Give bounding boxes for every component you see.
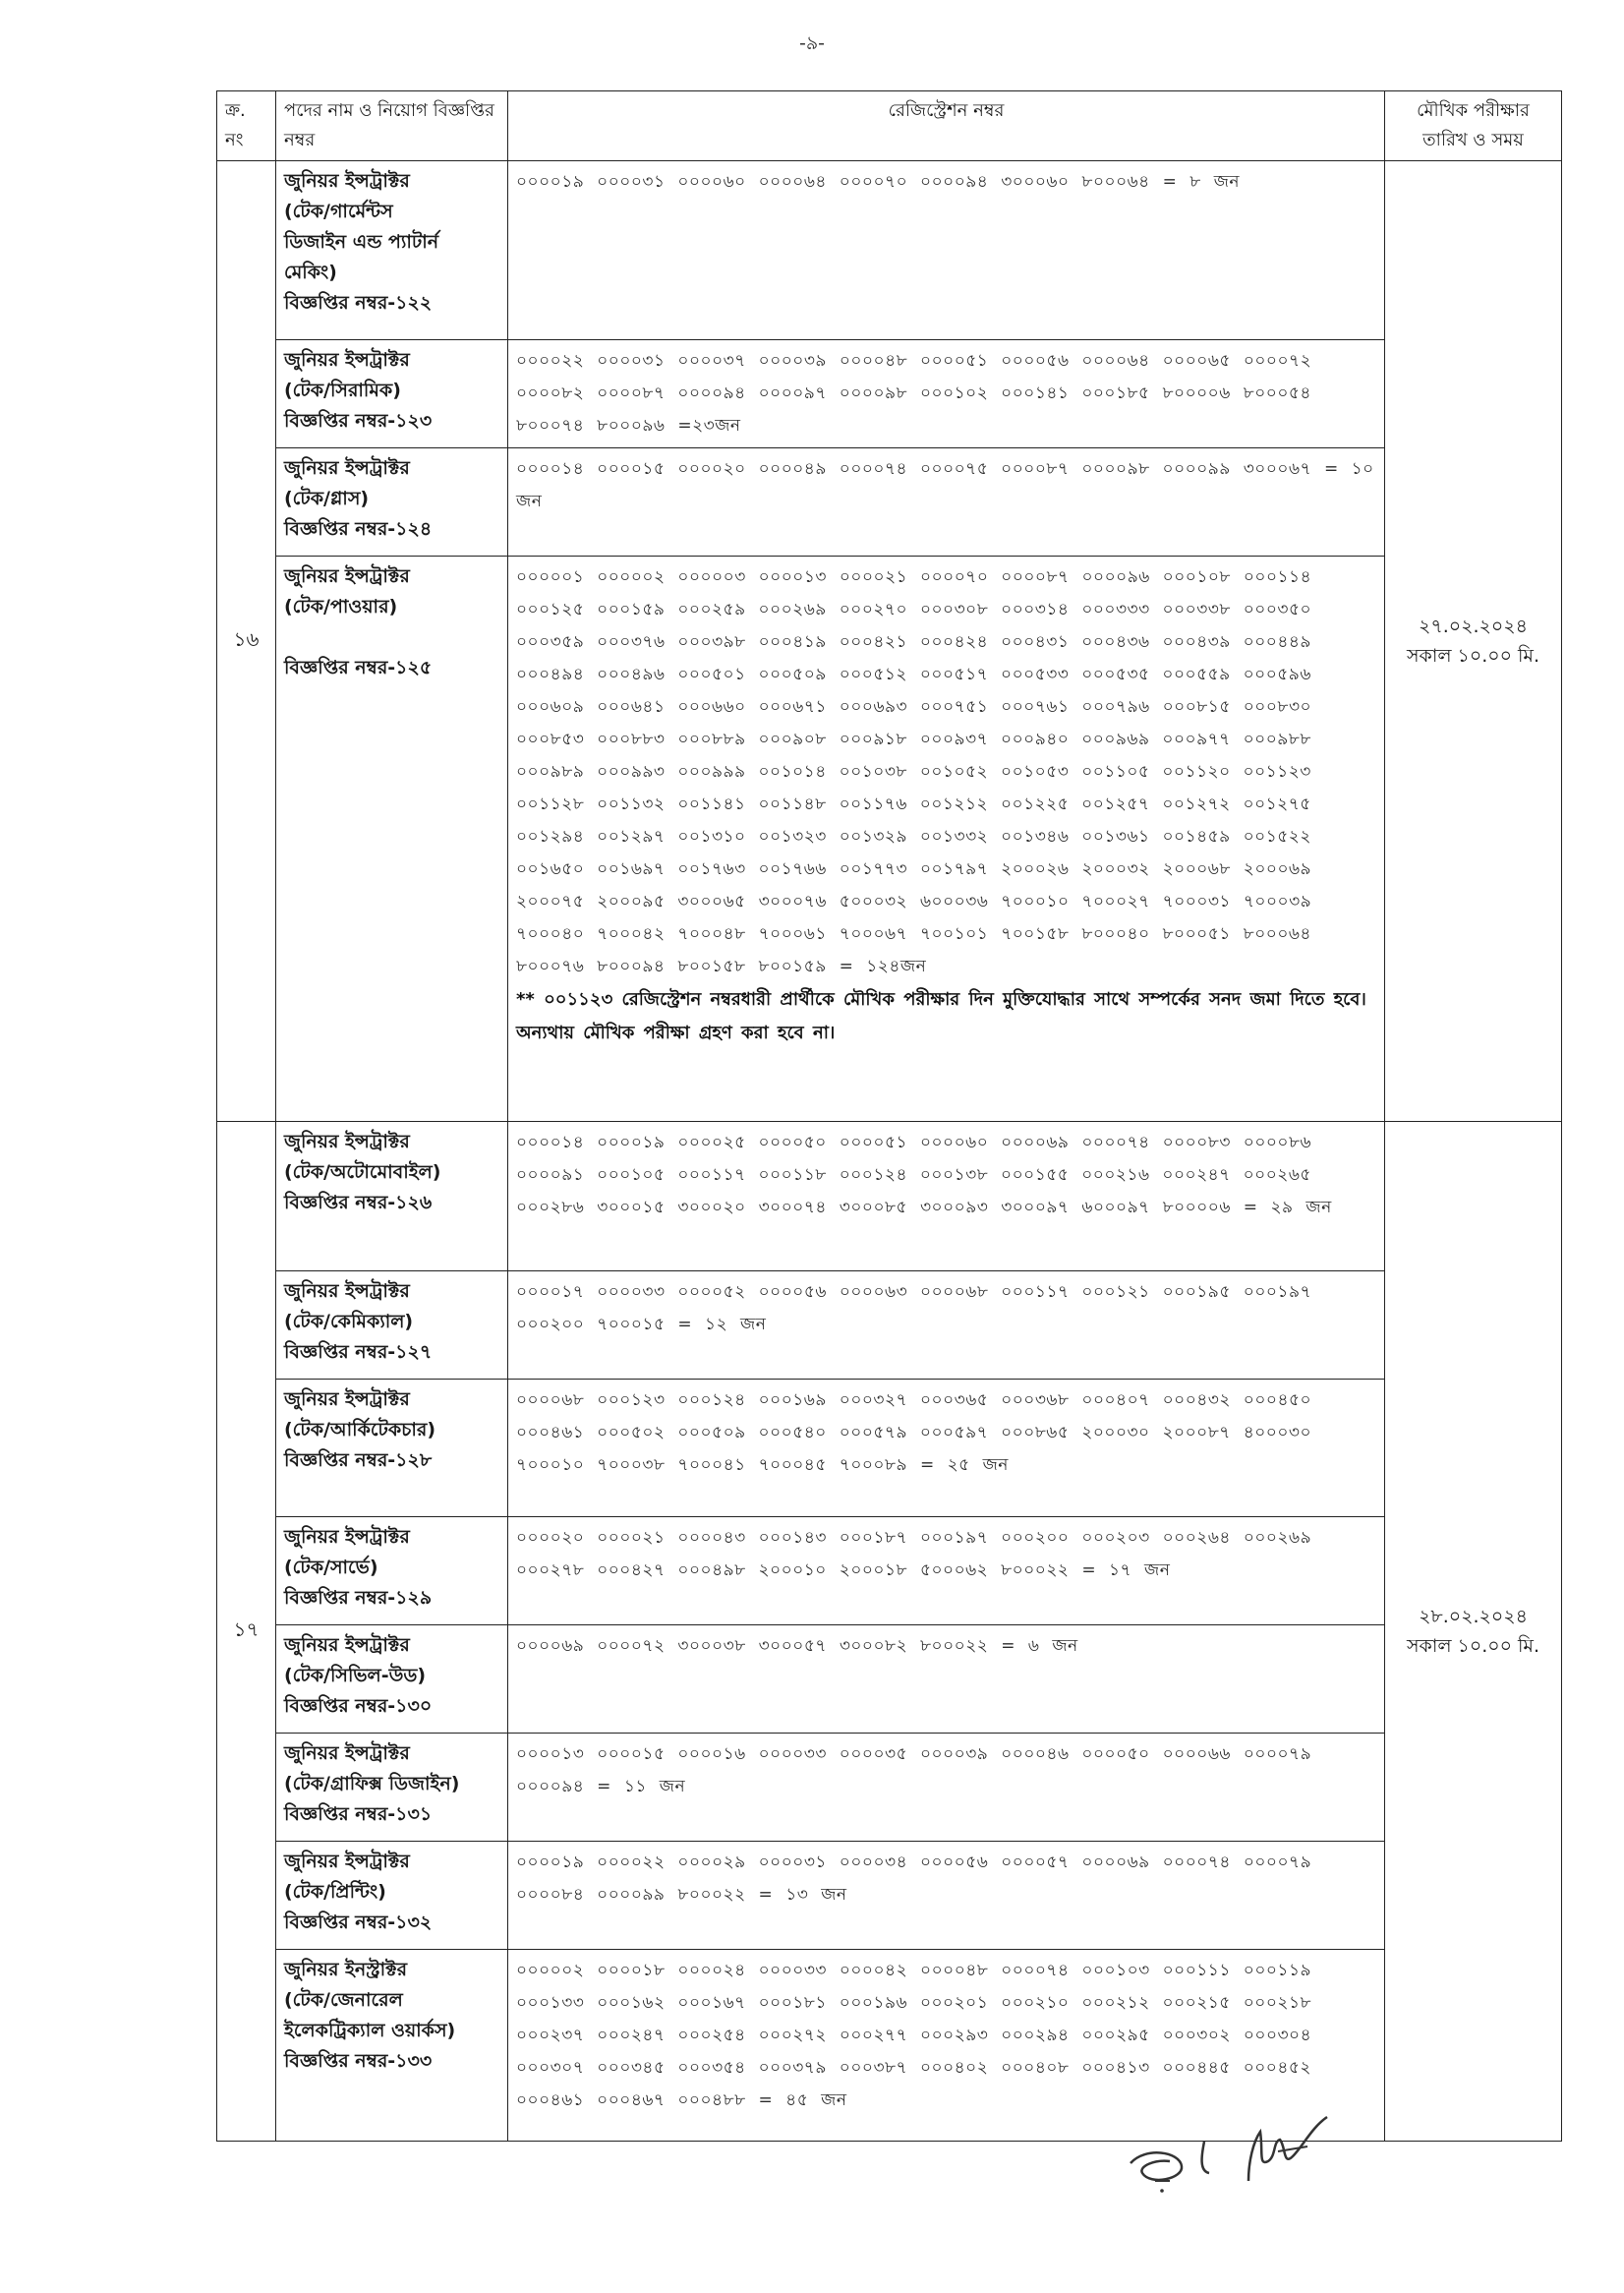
- registration-list: ০০০০১৯ ০০০০৩১ ০০০০৬০ ০০০০৬৪ ০০০০৭০ ০০০০৯৪ ৩০০০৬০ ৮০০০৬৪ = ৮ জন: [516, 172, 1241, 192]
- table-row: [217, 1625, 1562, 1734]
- post-name-line: (টেক/প্রিন্টিং): [284, 1881, 386, 1903]
- registration-numbers-cell: [508, 1842, 1385, 1950]
- post-name-line: (টেক/পাওয়ার): [284, 596, 398, 617]
- post-name-cell: [276, 1734, 508, 1842]
- registration-numbers-cell: [508, 448, 1385, 557]
- post-name-line: (টেক/আর্কিটেকচার): [284, 1419, 436, 1440]
- results-table: [216, 90, 1562, 2142]
- viva-time: সকাল ১০.০০ মি.: [1406, 645, 1540, 667]
- registration-numbers-cell: [508, 1271, 1385, 1380]
- post-name-cell: [276, 557, 508, 1122]
- notice-number: বিজ্ঞপ্তির নম্বর-১৩১: [284, 1803, 433, 1825]
- post-name-cell: [276, 1842, 508, 1950]
- post-name-line: জুনিয়র ইন্সট্রাক্টর: [284, 1388, 410, 1410]
- post-name-line: (টেক/গ্লাস): [284, 488, 370, 509]
- registration-numbers-cell: [508, 161, 1385, 340]
- table-row: [217, 1122, 1562, 1271]
- registration-list: ০০০০৬৯ ০০০০৭২ ৩০০০৩৮ ৩০০০৫৭ ৩০০০৮২ ৮০০০২২ = ৬ জন: [516, 1636, 1078, 1656]
- table-row: [217, 340, 1562, 448]
- notice-number: বিজ্ঞপ্তির নম্বর-১২৭: [284, 1341, 433, 1363]
- table-row: [217, 448, 1562, 557]
- table-row: [217, 557, 1562, 1122]
- post-name-cell: [276, 161, 508, 340]
- serial-number-cell: ১৭: [217, 1122, 276, 2142]
- post-name-line: (টেক/গ্রাফিক্স ডিজাইন): [284, 1773, 460, 1794]
- post-name-cell: [276, 1271, 508, 1380]
- viva-date: ২৮.০২.২০২৪: [1419, 1606, 1528, 1627]
- header-post: পদের নাম ও নিয়োগ বিজ্ঞপ্তির নম্বর: [276, 91, 508, 161]
- post-name-line: (টেক/কেমিক্যাল): [284, 1311, 414, 1332]
- registration-list: ০০০০১৪ ০০০০১৫ ০০০০২০ ০০০০৪৯ ০০০০৭৪ ০০০০৭৫ ০০০০৮৭ ০০০০৯৮ ০০০০৯৯ ৩০০০৬৭ = ১০ জন: [516, 459, 1374, 511]
- viva-date-cell: [1385, 161, 1562, 1122]
- registration-numbers-cell: [508, 1625, 1385, 1734]
- serial-number-cell: ১৬: [217, 161, 276, 1122]
- registration-list: ০০০০০২ ০০০০১৮ ০০০০২৪ ০০০০৩৩ ০০০০৪২ ০০০০৪৮ ০০০০৭৪ ০০০১০৩ ০০০১১১ ০০০১১৯ ০০০১৩৩ ০০০১৬২ ০০০১৬৭ ০০০১৮১ ০০০১৯৬ ০০০২০১ ০০০২১০ ০০০২১২ ০০০২১৫ ০০০২১৮ ০০০২৩৭ ০০০২৪৭ ০০০২৫৪ ০০০২৭২ ০০০২৭৭ ০০০২৯৩ ০০০২৯৪ ০০০২৯৫ ০০০৩০২ ০০০৩০৪ ০০০৩০৭ ০০০৩৪৫ ০০০৩৫৪ ০০০৩৭৯ ০০০৩৮৭ ০০০৪০২ ০০০৪০৮ ০০০৪১৩ ০০০৪৪৫ ০০০৪৫২ ০০০৪৬১ ০০০৪৬৭ ০০০৪৮৮ = ৪৫ জন: [516, 1961, 1312, 2110]
- table-row: [217, 1517, 1562, 1625]
- registration-list: ০০০০২০ ০০০০২১ ০০০০৪৩ ০০০১৪৩ ০০০১৮৭ ০০০১৯৭ ০০০২০০ ০০০২০৩ ০০০২৬৪ ০০০২৬৯ ০০০২৭৮ ০০০৪২৭ ০০০৪৯৮ ২০০০১০ ২০০০১৮ ৫০০০৬২ ৮০০০২২ = ১৭ জন: [516, 1528, 1312, 1580]
- header-viva: মৌখিক পরীক্ষার তারিখ ও সময়: [1385, 91, 1562, 161]
- post-name-line: (টেক/জেনারেল: [284, 1989, 403, 2011]
- post-name-line: (টেক/সিভিল-উড): [284, 1665, 427, 1686]
- table-row: [217, 1271, 1562, 1380]
- post-name-line: জুনিয়র ইন্সট্রাক্টর: [284, 170, 410, 192]
- post-name-line: জুনিয়র ইন্সট্রাক্টর: [284, 1742, 410, 1764]
- registration-numbers-cell: [508, 1122, 1385, 1271]
- post-name-cell: [276, 1380, 508, 1517]
- registration-list: ০০০০৬৮ ০০০১২৩ ০০০১২৪ ০০০১৬৯ ০০০৩২৭ ০০০৩৬৫ ০০০৩৬৮ ০০০৪০৭ ০০০৪৩২ ০০০৪৫০ ০০০৪৬১ ০০০৫০২ ০০০৫০৯ ০০০৫৪০ ০০০৫৭৯ ০০০৫৯৭ ০০০৮৬৫ ২০০০৩০ ২০০০৮৭ ৪০০০৩০ ৭০০০১০ ৭০০০৩৮ ৭০০০৪১ ৭০০০৪৫ ৭০০০৮৯ = ২৫ জন: [516, 1390, 1312, 1475]
- post-name-line: (টেক/গার্মেন্টস: [284, 201, 393, 222]
- registration-numbers-cell: [508, 1517, 1385, 1625]
- post-name-line: জুনিয়র ইন্সট্রাক্টর: [284, 1526, 410, 1548]
- registration-list: ০০০০২২ ০০০০৩১ ০০০০৩৭ ০০০০৩৯ ০০০০৪৮ ০০০০৫১ ০০০০৫৬ ০০০০৬৪ ০০০০৬৫ ০০০০৭২ ০০০০৮২ ০০০০৮৭ ০০০০৯৪ ০০০০৯৭ ০০০০৯৮ ০০০১০২ ০০০১৪১ ০০০১৮৫ ৮০০০০৬ ৮০০০৫৪ ৮০০০৭৪ ৮০০০৯৬ =২৩জন: [516, 351, 1312, 436]
- signature-image: [1111, 2112, 1406, 2201]
- notice-number: বিজ্ঞপ্তির নম্বর-১২৬: [284, 1192, 433, 1213]
- post-name-line: জুনিয়র ইন্সট্রাক্টর: [284, 457, 410, 479]
- table-header-row: [217, 91, 1562, 161]
- notice-number: বিজ্ঞপ্তির নম্বর-১৩৩: [284, 2050, 433, 2072]
- notice-number: বিজ্ঞপ্তির নম্বর-১২৩: [284, 410, 433, 432]
- post-name-line: জুনিয়র ইন্সট্রাক্টর: [284, 1851, 410, 1872]
- table-row: [217, 1842, 1562, 1950]
- registration-list: ০০০০১৩ ০০০০১৫ ০০০০১৬ ০০০০৩৩ ০০০০৩৫ ০০০০৩৯ ০০০০৪৬ ০০০০৫০ ০০০০৬৬ ০০০০৭৯ ০০০০৯৪ = ১১ জন: [516, 1744, 1312, 1796]
- registration-list: ০০০০১৪ ০০০০১৯ ০০০০২৫ ০০০০৫০ ০০০০৫১ ০০০০৬০ ০০০০৬৯ ০০০০৭৪ ০০০০৮৩ ০০০০৮৬ ০০০০৯১ ০০০১০৫ ০০০১১৭ ০০০১১৮ ০০০১২৪ ০০০১৩৮ ০০০১৫৫ ০০০২১৬ ০০০২৪৭ ০০০২৬৫ ০০০২৮৬ ৩০০০১৫ ৩০০০২০ ৩০০০৭৪ ৩০০০৮৫ ৩০০০৯৩ ৩০০০৯৭ ৬০০০৯৭ ৮০০০০৬ = ২৯ জন: [516, 1133, 1332, 1217]
- header-registration: রেজিস্ট্রেশন নম্বর: [508, 91, 1385, 161]
- post-name-cell: [276, 1517, 508, 1625]
- post-name-cell: [276, 340, 508, 448]
- post-name-cell: [276, 448, 508, 557]
- post-name-line: জুনিয়র ইন্সট্রাক্টর: [284, 1131, 410, 1152]
- registration-numbers-cell: [508, 340, 1385, 448]
- notice-number: বিজ্ঞপ্তির নম্বর-১২৫: [284, 657, 433, 678]
- registration-numbers-cell: [508, 1380, 1385, 1517]
- registration-list: ০০০০১৯ ০০০০২২ ০০০০২৯ ০০০০৩১ ০০০০৩৪ ০০০০৫৬ ০০০০৫৭ ০০০০৬৯ ০০০০৭৪ ০০০০৭৯ ০০০০৮৪ ০০০০৯৯ ৮০০০২২ = ১৩ জন: [516, 1852, 1312, 1905]
- post-name-line: ডিজাইন এন্ড প্যাটার্ন: [284, 231, 439, 253]
- notice-number: বিজ্ঞপ্তির নম্বর-১২৪: [284, 518, 433, 540]
- special-note: ** ০০১১২৩ রেজিস্ট্রেশন নম্বরধারী প্রার্থীকে মৌখিক পরীক্ষার দিন মুক্তিযোদ্ধার সাথে সম্পর্কের সনদ জমা দিতে হবে। অন্যথায় মৌখিক পরীক্ষা গ্রহণ করা হবে না।: [516, 989, 1366, 1043]
- viva-date: ২৭.০২.২০২৪: [1419, 616, 1528, 637]
- post-name-line: জুনিয়র ইনস্ট্রাক্টর: [284, 1959, 408, 1980]
- notice-number: বিজ্ঞপ্তির নম্বর-১২৯: [284, 1587, 433, 1609]
- table-body: [217, 161, 1562, 2142]
- post-name-line: মেকিং): [284, 262, 337, 283]
- post-name-line: (টেক/সার্ভে): [284, 1557, 378, 1578]
- table-row: [217, 1380, 1562, 1517]
- post-name-line: জুনিয়র ইন্সট্রাক্টর: [284, 349, 410, 371]
- registration-numbers-cell: [508, 1734, 1385, 1842]
- post-name-line: (টেক/সিরামিক): [284, 380, 401, 401]
- table-row: [217, 161, 1562, 340]
- registration-numbers-cell: [508, 557, 1385, 1122]
- header-serial: ক্র. নং: [217, 91, 276, 161]
- registration-list: ০০০০১৭ ০০০০৩৩ ০০০০৫২ ০০০০৫৬ ০০০০৬৩ ০০০০৬৮ ০০০১১৭ ০০০১২১ ০০০১৯৫ ০০০১৯৭ ০০০২০০ ৭০০০১৫ = ১২ জন: [516, 1282, 1312, 1334]
- table-row: [217, 1734, 1562, 1842]
- post-name-cell: [276, 1950, 508, 2142]
- page-number: -৯-: [798, 32, 826, 54]
- post-name-line: ইলেকট্রিক্যাল ওয়ার্কস): [284, 2020, 456, 2041]
- post-name-line: জুনিয়র ইন্সট্রাক্টর: [284, 1280, 410, 1302]
- viva-time: সকাল ১০.০০ মি.: [1406, 1635, 1540, 1657]
- notice-number: বিজ্ঞপ্তির নম্বর-১৩০: [284, 1695, 433, 1717]
- viva-date-cell: [1385, 1122, 1562, 2142]
- post-name-line: জুনিয়র ইন্সট্রাক্টর: [284, 565, 410, 587]
- notice-number: বিজ্ঞপ্তির নম্বর-১২২: [284, 292, 433, 314]
- post-name-line: জুনিয়র ইন্সট্রাক্টর: [284, 1634, 410, 1656]
- post-name-cell: [276, 1625, 508, 1734]
- post-name-line: (টেক/অটোমোবাইল): [284, 1161, 441, 1183]
- post-name-cell: [276, 1122, 508, 1271]
- notice-number: বিজ্ঞপ্তির নম্বর-১২৮: [284, 1449, 433, 1471]
- notice-number: বিজ্ঞপ্তির নম্বর-১৩২: [284, 1911, 433, 1933]
- registration-list: ০০০০০১ ০০০০০২ ০০০০০৩ ০০০০১৩ ০০০০২১ ০০০০৭০ ০০০০৮৭ ০০০০৯৬ ০০০১০৮ ০০০১১৪ ০০০১২৫ ০০০১৫৯ ০০০২৫৯ ০০০২৬৯ ০০০২৭০ ০০০৩০৮ ০০০৩১৪ ০০০৩৩৩ ০০০৩৩৮ ০০০৩৫০ ০০০৩৫৯ ০০০৩৭৬ ০০০৩৯৮ ০০০৪১৯ ০০০৪২১ ০০০৪২৪ ০০০৪৩১ ০০০৪৩৬ ০০০৪৩৯ ০০০৪৪৯ ০০০৪৯৪ ০০০৪৯৬ ০০০৫০১ ০০০৫০৯ ০০০৫১২ ০০০৫১৭ ০০০৫৩৩ ০০০৫৩৫ ০০০৫৫৯ ০০০৫৯৬ ০০০৬০৯ ০০০৬৪১ ০০০৬৬০ ০০০৬৭১ ০০০৬৯৩ ০০০৭৫১ ০০০৭৬১ ০০০৭৯৬ ০০০৮১৫ ০০০৮৩০ ০০০৮৫৩ ০০০৮৮৩ ০০০৮৮৯ ০০০৯০৮ ০০০৯১৮ ০০০৯৩৭ ০০০৯৪০ ০০০৯৬৯ ০০০৯৭৭ ০০০৯৮৮ ০০০৯৮৯ ০০০৯৯৩ ০০০৯৯৯ ০০১০১৪ ০০১০৩৮ ০০১০৫২ ০০১০৫৩ ০০১১০৫ ০০১১২০ ০০১১২৩ ০০১১২৮ ০০১১৩২ ০০১১৪১ ০০১১৪৮ ০০১১৭৬ ০০১২১২ ০০১২২৫ ০০১২৫৭ ০০১২৭২ ০০১২৭৫ ০০১২৯৪ ০০১২৯৭ ০০১৩১০ ০০১৩২৩ ০০১৩২৯ ০০১৩৩২ ০০১৩৪৬ ০০১৩৬১ ০০১৪৫৯ ০০১৫২২ ০০১৬৫০ ০০১৬৯৭ ০০১৭৬৩ ০০১৭৬৬ ০০১৭৭৩ ০০১৭৯৭ ২০০০২৬ ২০০০৩২ ২০০০৬৮ ২০০০৬৯ ২০০০৭৫ ২০০০৯৫ ৩০০০৬৫ ৩০০০৭৬ ৫০০০৩২ ৬০০০৩৬ ৭০০০১০ ৭০০০২৭ ৭০০০৩১ ৭০০০৩৯ ৭০০০৪০ ৭০০০৪২ ৭০০০৪৮ ৭০০০৬১ ৭০০০৬৭ ৭০০১০১ ৭০০১৫৮ ৮০০০৪০ ৮০০০৫১ ৮০০০৬৪ ৮০০০৭৬ ৮০০০৯৪ ৮০০১৫৮ ৮০০১৫৯ = ১২৪জন: [516, 567, 1312, 976]
